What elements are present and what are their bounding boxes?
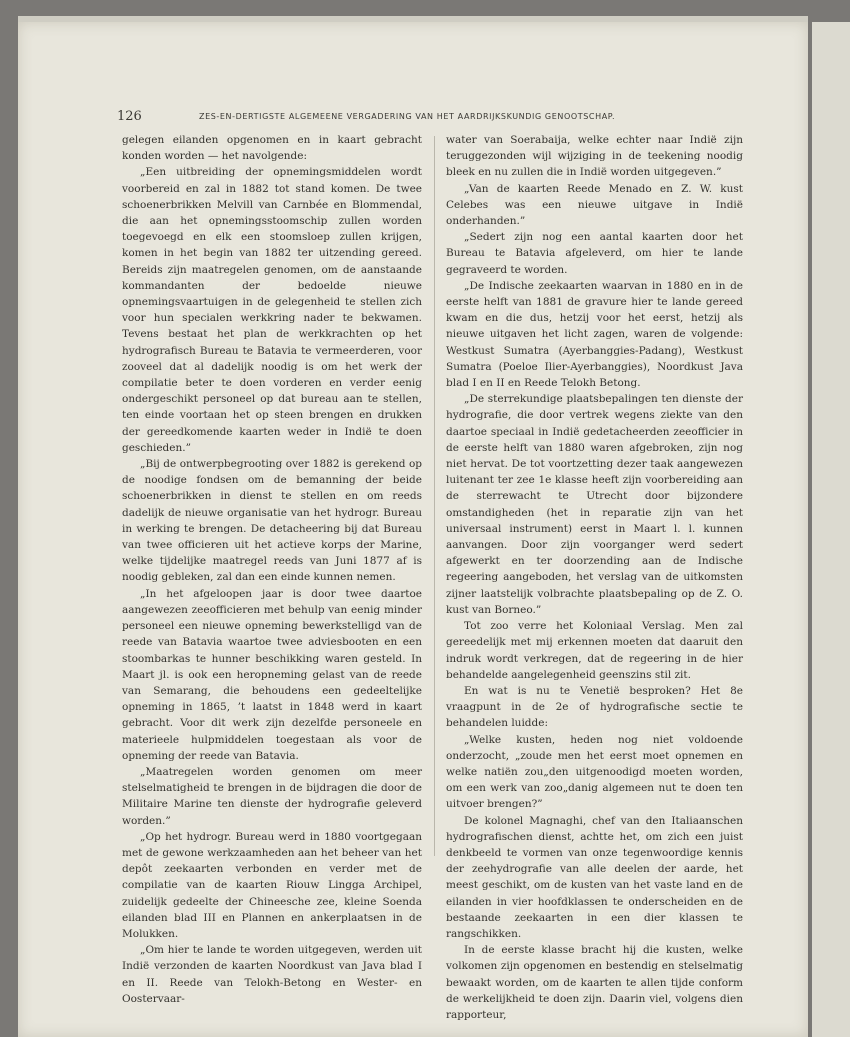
paragraph: Tot zoo verre het Koloniaal Verslag. Men zal gereedelijk met mij erkennen moeten dat daaruit den indruk wordt verkregen, dat de regeering in de hier behandelde aangelegenheid geenszins stil zit. (446, 620, 743, 681)
right-column (446, 132, 743, 1023)
paragraph: „Op het hydrogr. Bureau werd in 1880 voortgegaan met de gewone werkzaamheden aan het beheer van het depôt zeekaarten verbonden en verder met de compilatie van de kaarten Riouw Lingga Archipel, zuidelijk gedeelte der Chineesche zee, kleine Soenda eilanden blad III en Plannen en ankerplaatsen in de Molukken. (122, 830, 422, 940)
paragraph: „Welke kusten, heden nog niet voldoende onderzocht, „zoude men het eerst moet opnemen en welke natiën zou„den uitgenoodigd moeten worden, om een werk van zoo„danig algemeen nut te doen ten uitvoer brengen?” (446, 733, 743, 811)
paragraph: In de eerste klasse bracht hij die kusten, welke volkomen zijn opgenomen en bestendig en stelselmatig bewaakt worden, om de kaarten te allen tijde conform de werkelijkheid te doen zijn. Daarin viel, volgens dien rapporteur, (446, 944, 743, 1021)
paragraph: „In het afgeloopen jaar is door twee daartoe aangewezen zeeofficieren met behulp van eenig minder personeel een nieuwe opneming bewerkstelligd van de reede van Batavia waartoe twee adviesbooten en een stoombarkas te hunner beschikking waren gesteld. In Maart jl. is ook een heropneming gelast van de reede van Semarang, die behoudens een gedeeltelijke opneming in 1865, ’t laatst in 1848 werd in kaart gebracht. Voor dit werk zijn dezelfde personeele en materieele hulpmiddelen toegestaan als voor de opneming der reede van Batavia. (122, 587, 422, 762)
paragraph: „Bij de ontwerpbegrooting over 1882 is gerekend op de noodige fondsen om de bemanning der beide schoenerbrikken in dienst te stellen en om reeds dadelijk de nieuwe organisatie van het hydrogr. Bureau in werking te brengen. De detacheering bij dat Bureau van twee officieren uit het actieve korps der Marine, welke tijdelijke maatregel reeds van Juni 1877 af is noodig gebleken, zal dan een einde kunnen nemen. (122, 458, 422, 584)
page-header (117, 109, 757, 128)
paragraph: „Om hier te lande te worden uitgegeven, werden uit Indië verzonden de kaarten Noordkust van Java blad I en II. Reede van Telokh-Betong en Wester- en Oostervaar- (122, 944, 422, 1005)
paragraph: „De Indische zeekaarten waarvan in 1880 en in de eerste helft van 1881 de gravure hier te lande gereed kwam en die dus, hetzij voor het eerst, hetzij als nieuwe uitgaven het licht zagen, waren de volgende: Westkust Sumatra (Ayerbanggies-Padang), Westkust Sumatra (Poeloe Ilier-Ayerbanggies), Noordkust Java blad I en II en Reede Telokh Betong. (446, 279, 743, 390)
paragraph: water van Soerabaija, welke echter naar Indië zijn teruggezonden wijl wijziging in de teekening noodig bleek en nu zullen die in Indië worden uitgegeven.” (446, 134, 743, 179)
paragraph: „De sterrekundige plaatsbepalingen ten dienste der hydrografie, die door vertrek wegens ziekte van den daartoe speciaal in Indië gedetacheerden zeeofficier in de eerste helft van 1880 waren afgebroken, zijn nog niet hervat. De tot voortzetting dezer taak aangewezen luitenant ter zee 1e klasse heeft zijn voorbereiding aan de sterrewacht te Utrecht door bijzondere omstandigheden (het in reparatie zijn van het universaal instrument) eerst in Maart l. l. kunnen aanvangen. Door zijn voorganger werd sedert afgewerkt en ter doorzending aan de Indische regeering aangeboden, het verslag van de uitkomsten zijner laatstelijk volbrachte plaatsbepaling op de Z. O. kust van Borneo.” (446, 393, 743, 616)
column-divider (434, 136, 435, 856)
paragraph: En wat is nu te Venetië besproken? Het 8e vraagpunt in de 2e of hydrografische sectie te behandelen luidde: (446, 684, 743, 730)
running-title: ZES-EN-DERTIGSTE ALGEMEENE VERGADERING VAN HET AARDRIJKSKUNDIG GENOOTSCHAP. (199, 112, 616, 121)
paragraph: „Sedert zijn nog een aantal kaarten door het Bureau te Batavia afgeleverd, om hier te lande gegraveerd te worden. (446, 231, 743, 276)
paragraph: „Maatregelen worden genomen om meer stelselmatigheid te brengen in de bijdragen die door de Militaire Marine ten dienste der hydrografie geleverd worden.” (122, 765, 422, 827)
paragraph: gelegen eilanden opgenomen en in kaart gebracht konden worden — het navolgende: (122, 134, 422, 163)
page-number: 126 (117, 109, 142, 124)
paragraph: De kolonel Magnaghi, chef van den Italiaanschen hydrografischen dienst, achtte het, om zich een juist denkbeeld te vormen van onze tegenwoordige kennis der zeehydrografie van alle deelen der aarde, het meest geschikt, om de kusten van het vaste land en de eilanden in vier hoofdklassen te onderscheiden en de bestaande zeekaarten in een dier klassen te rangschikken. (446, 814, 743, 940)
next-page-edge (812, 22, 850, 1037)
paragraph: „Een uitbreiding der opnemingsmiddelen wordt voorbereid en zal in 1882 tot stand komen. De twee schoenerbrikken Melvill van Carnbée en Blommendal, die aan het opnemingsstoomschip zullen worden toegevoegd en elk een stoomsloep zullen krijgen, komen in het begin van 1882 ter uitzending gereed. Bereids zijn maatregelen genomen, om de aanstaande kommandanten der bedoelde nieuwe opnemingsvaartuigen in de gelegenheid te stellen zich voor hun specialen werkkring nader te bekwamen. Tevens bestaat het plan de werkkrachten op het hydrografisch Bureau te Batavia te vermeerderen, voor zooveel dat al dadelijk noodig is om het werk der compilatie beter te doen vorderen en verder eenig ondergeschikt personeel op dat bureau aan te stellen, ten einde voortaan het op steen brengen en drukken der gereedkomende kaarten weder in Indië te doen geschieden.” (122, 166, 422, 454)
paragraph: „Van de kaarten Reede Menado en Z. W. kust Celebes was een nieuwe uitgave in Indië onderhanden.” (446, 182, 743, 228)
left-column (122, 132, 422, 1007)
